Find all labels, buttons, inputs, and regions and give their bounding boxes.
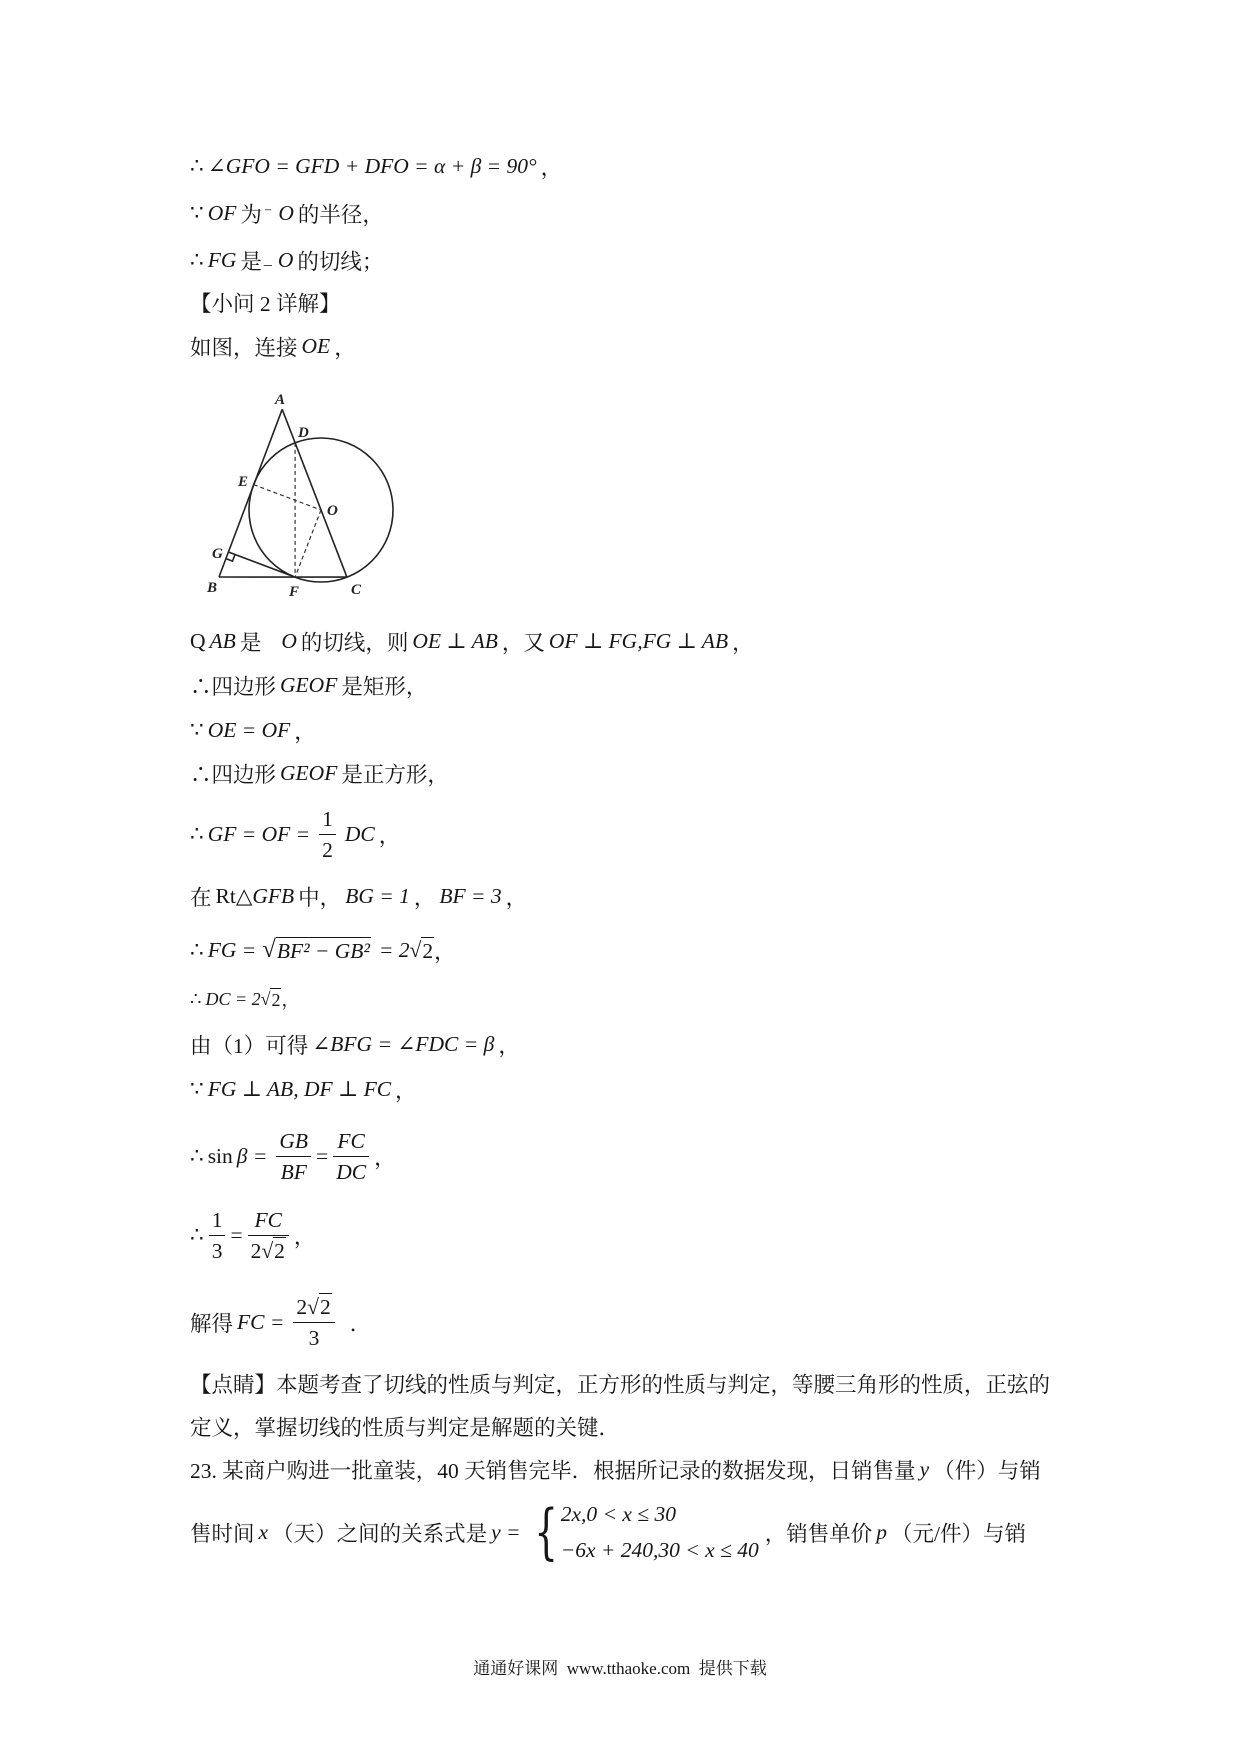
fraction-fc-over-dc [333,1127,369,1186]
expr-bf-eq-3: BF = 3 [439,883,502,908]
line-17 [190,1195,315,1275]
fraction-numerator: GB [276,1127,311,1157]
comma: ， [505,885,528,910]
therefore-symbol: ∴ [190,937,204,962]
line-01 [190,151,562,181]
text-sales-time: 售时间 [190,1521,255,1546]
line-15 [190,1074,417,1104]
radicand-2: 2 [271,989,281,1010]
segment-of-dashed [295,510,321,577]
text-relation: （天）之间的关系式是 [272,1521,488,1546]
expr-fc-eq: FC = [237,1309,285,1334]
var-geof: GEOF [280,760,338,785]
fraction-numerator [293,1293,334,1323]
line-07 [190,670,427,700]
line-02 [190,198,384,228]
side-ac [282,409,347,577]
question-23-text: 23. 某商户购进一批童装，40 天销售完毕．根据所记录的数据发现，日销售量 [190,1458,916,1483]
comma: ， [413,885,436,910]
text-unit-tail: （元/件）与销 [891,1521,1026,1546]
line-06 [190,626,754,656]
var-p: p [876,1519,888,1544]
because-symbol-artifact: Q [190,628,206,653]
comma: ， [434,939,456,964]
line-20-remark [190,1411,620,1441]
fraction-one-third [209,1206,226,1265]
line-14 [190,1029,520,1059]
text-shi: 是 [240,249,262,274]
expr-oe-eq-of: OE = OF [207,717,291,742]
var-fg: FG [207,247,237,272]
line-04-subquestion-heading [190,287,341,317]
line-10 [190,794,400,874]
remark-text-line-2: 定义，掌握切线的性质与判定是解题的关键． [190,1415,621,1440]
because-symbol: ∵ [190,717,204,742]
comma: ， [732,630,754,655]
label-o: O [327,503,338,519]
label-f: F [289,584,300,600]
var-x: x [258,1519,269,1544]
text-tangent-then: 的切线，则 [300,630,409,655]
question-23-line-1 [190,1454,1041,1484]
var-dc: DC [344,821,375,846]
fraction-numerator: FC [248,1206,289,1236]
text-middle: 中， [298,885,342,910]
therefore-symbol: ∴ [190,247,204,272]
fraction-numerator: FC [333,1127,369,1157]
var-ab: AB [209,628,236,653]
var-of: OF [207,200,237,225]
label-g: G [212,546,223,562]
line-03 [190,245,383,275]
expr-of-perp-fg: OF ⊥ FG,FG ⊥ AB [548,628,729,653]
radicand-bf2-minus-gb2: BF² − GB² [276,938,370,963]
var-o: O [278,200,294,225]
var-geof: GEOF [280,672,338,697]
text-in: 在 [190,885,212,910]
expr-bg-eq-1: BG = 1 [345,883,410,908]
label-c: C [351,582,362,598]
equals-sign: = [230,1222,243,1247]
comma: ， [395,1078,417,1103]
sine-function: sin [207,1143,233,1168]
line-12 [190,930,456,970]
text-rectangle: 是矩形， [341,674,428,699]
text-tangent: 的切线； [297,249,384,274]
radicand-2: 2 [422,938,434,963]
var-gfb: GFB [252,883,295,908]
subquestion-2-heading: 【小问 2 详解】 [190,291,341,316]
var-o: O [277,247,294,272]
label-a: A [275,392,286,408]
line-09 [190,758,449,788]
fraction-denominator: DC [336,1159,367,1184]
expr-perpendiculars: FG ⊥ AB, DF ⊥ FC [207,1076,392,1101]
line-13 [190,984,299,1014]
text-radius: 的半径， [297,202,384,227]
var-y: y [919,1456,930,1481]
because-symbol: ∵ [190,1076,204,1101]
label-d: D [298,425,309,441]
line-18 [190,1282,371,1362]
case-1: 2x,0 < x ≤ 30 [560,1502,676,1526]
radicand-2: 2 [319,1294,331,1319]
fraction-numerator: 1 [319,805,336,835]
question-23-text-tail: （件）与销 [933,1458,1041,1483]
var-beta-eq: β = [236,1143,268,1168]
expr-dc-eq-2-sqrt: DC = 2√ [205,988,271,1009]
period: ． [349,1311,372,1336]
text-solve: 解得 [190,1311,234,1336]
geometry-figure [205,390,400,602]
text-shi: 是 [239,630,262,655]
case-2: −6x + 240,30 < x ≤ 40 [560,1538,759,1562]
fraction-denominator: 3 [211,1238,223,1263]
line-08 [190,715,316,745]
label-e: E [238,474,249,490]
equals-sign: = [316,1143,329,1168]
circle-mark-artifact: _ [263,251,272,268]
page-footer: 通通好课网 www.tthaoke.com 提供下载 [473,1659,767,1678]
line-19-remark [190,1368,1050,1398]
fraction-denominator: 3 [308,1325,320,1350]
fraction-denominator: BF [280,1159,307,1184]
therefore-symbol: ∴ [190,1222,204,1247]
fraction-one-half [319,805,336,864]
comma: ， [334,335,356,360]
piecewise-function [527,1496,759,1568]
left-brace: { [533,1497,558,1567]
comma: ， [293,1224,316,1249]
expr-y-eq: y = [491,1519,521,1544]
var-oe: OE [301,333,331,358]
label-b: B [207,580,218,596]
text-wei: 为 [240,202,262,227]
text-from-1: 由（1）可得 [190,1033,309,1058]
expr-angle-bfg-eq-fdc: ∠BFG = ∠FDC = β [312,1031,495,1056]
segment-fg [228,552,295,577]
fraction-denominator: 2 [322,837,333,862]
square-root-sign: √ [262,936,276,963]
fraction-fc-over-2-sqrt-2 [248,1206,289,1265]
fraction-2-sqrt-2-over-3 [293,1293,334,1352]
coefficient-2-sqrt: 2√ [250,1238,274,1263]
therefore-symbol: ∴ [190,153,204,178]
var-o: O [281,628,297,653]
because-symbol: ∵ [190,200,204,225]
question-23-line-2 [190,1492,1026,1572]
coefficient-2-sqrt: 2√ [296,1294,319,1319]
comma: ， [498,1033,520,1058]
expr-gf-eq-of: GF = OF = [207,821,311,846]
fraction-denominator [248,1236,289,1265]
circle-mark-artifact: ⁻ [263,205,273,222]
expr-fg-eq: FG = [207,937,257,962]
fraction-gb-over-bf [276,1127,311,1186]
text-unit-price: ，销售单价 [764,1521,873,1546]
therefore-symbol: ∴ [190,1143,204,1168]
radicand-2: 2 [274,1238,285,1263]
segment-eo-dashed [254,485,321,510]
line-16 [190,1116,396,1196]
text-quadrilateral: ∴四边形 [190,762,277,787]
fraction-numerator: 1 [209,1206,226,1236]
therefore-symbol: ∴ [190,821,204,846]
comma: ， [540,155,563,180]
text-quadrilateral: ∴四边形 [190,674,277,699]
comma: ， [374,1145,396,1170]
remark-text-line-1: 【点睛】本题考查了切线的性质与判定，正方形的性质与判定，等腰三角形的性质，正弦的 [190,1372,1051,1397]
expr-oe-perp-ab: OE ⊥ AB [412,628,498,653]
comma: ， [294,719,316,744]
line-11 [190,881,527,911]
comma: ， [281,990,300,1010]
right-triangle-symbol: Rt△ [215,883,253,908]
comma: ， [378,823,401,848]
text-square: 是正方形， [341,762,449,787]
text-also: ，又 [501,630,545,655]
text-connect: 如图，连接 [190,335,298,360]
piecewise-cases [561,1496,759,1568]
angle-gfo-expression: ∠GFO = GFD + DFO = α + β = 90° [207,153,537,178]
expr-eq-2-sqrt: = 2√ [378,937,422,962]
line-05 [190,331,356,361]
therefore-symbol: ∴ [190,988,202,1009]
